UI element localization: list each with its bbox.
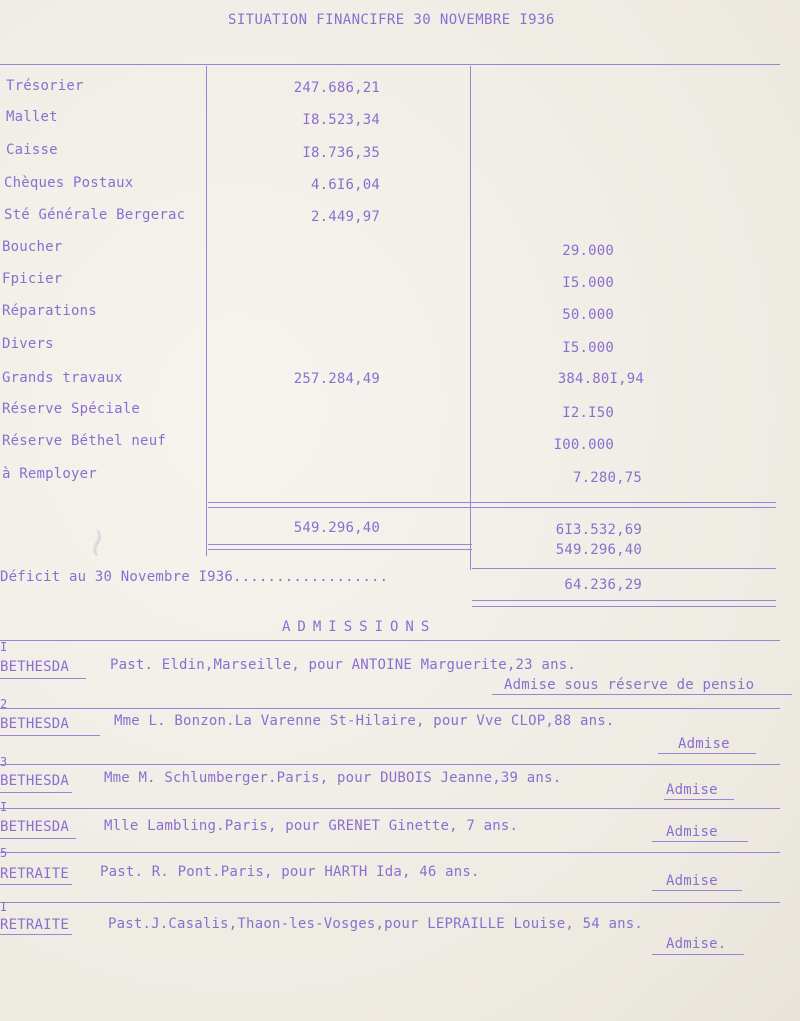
account-label: Réparations [2, 303, 97, 319]
admission-text: Past. R. Pont.Paris, pour HARTH Ida, 46 ans. [100, 864, 480, 880]
account-left-value: 247.686,21 [293, 80, 380, 96]
admission-number: 3 [0, 755, 8, 769]
deficit-underline-2 [472, 606, 776, 607]
admission-status: Admise [666, 824, 718, 840]
admission-status: Admise [678, 736, 730, 752]
admission-status-underline [652, 954, 744, 955]
account-right-value: I00.000 [553, 437, 614, 453]
account-left-value: I8.736,35 [302, 145, 380, 161]
right-subtraction-rule [472, 568, 776, 569]
admission-status-underline [652, 890, 742, 891]
account-right-value: 7.280,75 [572, 470, 642, 486]
account-label: Caisse [6, 142, 58, 158]
admission-text: Mlle Lambling.Paris, pour GRENET Ginette, 7 ans. [104, 818, 519, 834]
account-left-value: 2.449,97 [310, 209, 380, 225]
admission-number: I [0, 640, 8, 654]
admission-status-underline [652, 841, 748, 842]
admission-status: Admise sous réserve de pensio [504, 677, 755, 693]
deficit-label: Déficit au 30 Novembre I936.................. [0, 569, 389, 585]
total-right-subtraction: 549.296,40 [555, 542, 642, 558]
account-right-value: 29.000 [562, 243, 614, 259]
account-left-value: 257.284,49 [293, 371, 380, 387]
admissions-rule-5 [0, 902, 780, 903]
totals-rule-top-2 [208, 507, 776, 508]
account-label: Mallet [6, 109, 58, 125]
account-label: Sté Générale Bergerac [4, 207, 186, 223]
page-title: SITUATION FINANCIFRE 30 NOVEMBRE I936 [228, 12, 555, 28]
admission-house: RETRAITE [0, 917, 70, 933]
column-divider-left [206, 66, 207, 556]
admission-number: 5 [0, 846, 8, 860]
account-label: à Remployer [2, 466, 97, 482]
admission-status-underline [658, 753, 756, 754]
admission-number: I [0, 800, 8, 814]
title-rule [0, 64, 780, 65]
admission-text: Past.J.Casalis,Thaon-les-Vosges,pour LEPRAILLE Louise, 54 ans. [108, 916, 643, 932]
totals-rule-top [208, 502, 776, 503]
account-left-value: 4.6I6,04 [310, 177, 380, 193]
total-left: 549.296,40 [293, 520, 380, 536]
admission-status: Admise [666, 873, 718, 889]
account-label: Grands travaux [2, 370, 123, 386]
admissions-rule-0 [0, 640, 780, 641]
admission-status: Admise [666, 782, 718, 798]
account-label: Réserve Béthel neuf [2, 433, 166, 449]
admission-house-underline [0, 934, 72, 935]
account-right-value: 50.000 [562, 307, 614, 323]
admission-house: BETHESDA [0, 716, 70, 732]
deficit-underline [472, 600, 776, 601]
admission-house-underline [0, 884, 72, 885]
deficit-value: 64.236,29 [564, 577, 642, 593]
admission-house: BETHESDA [0, 819, 70, 835]
admission-text: Past. Eldin,Marseille, pour ANTOINE Marguerite,23 ans. [110, 657, 576, 673]
account-label: Chèques Postaux [4, 175, 134, 191]
admissions-rule-2 [0, 764, 780, 765]
admission-status-underline [664, 799, 734, 800]
left-total-underline [208, 544, 472, 545]
account-right-value: 384.80I,94 [557, 371, 644, 387]
account-label: Fpicier [2, 271, 63, 287]
account-right-value: I5.000 [562, 275, 614, 291]
account-right-value: I5.000 [562, 340, 614, 356]
admissions-heading: ADMISSIONS [282, 619, 437, 635]
account-label: Trésorier [6, 78, 84, 94]
admission-text: Mme L. Bonzon.La Varenne St-Hilaire, pour Vve CLOP,88 ans. [114, 713, 615, 729]
account-label: Divers [2, 336, 54, 352]
total-right: 6I3.532,69 [555, 522, 642, 538]
admission-number: 2 [0, 697, 8, 711]
admission-house: RETRAITE [0, 866, 70, 882]
admission-house: BETHESDA [0, 659, 70, 675]
admission-status-underline [492, 694, 792, 695]
account-right-value: I2.I50 [562, 405, 614, 421]
account-left-value: I8.523,34 [302, 112, 380, 128]
admission-text: Mme M. Schlumberger.Paris, pour DUBOIS Jeanne,39 ans. [104, 770, 562, 786]
bleed-through-handwriting: ~ [71, 522, 123, 564]
account-label: Boucher [2, 239, 63, 255]
admissions-rule-3 [0, 808, 780, 809]
admission-house-underline [0, 792, 72, 793]
admission-status: Admise. [666, 936, 727, 952]
admission-house-underline [0, 678, 86, 679]
left-total-underline-2 [208, 549, 472, 550]
admission-house-underline [0, 735, 100, 736]
account-label: Réserve Spéciale [2, 401, 141, 417]
admissions-rule-1 [0, 708, 780, 709]
admissions-rule-4 [0, 852, 780, 853]
admission-number: I [0, 900, 8, 914]
admission-house-underline [0, 838, 76, 839]
admission-house: BETHESDA [0, 773, 70, 789]
